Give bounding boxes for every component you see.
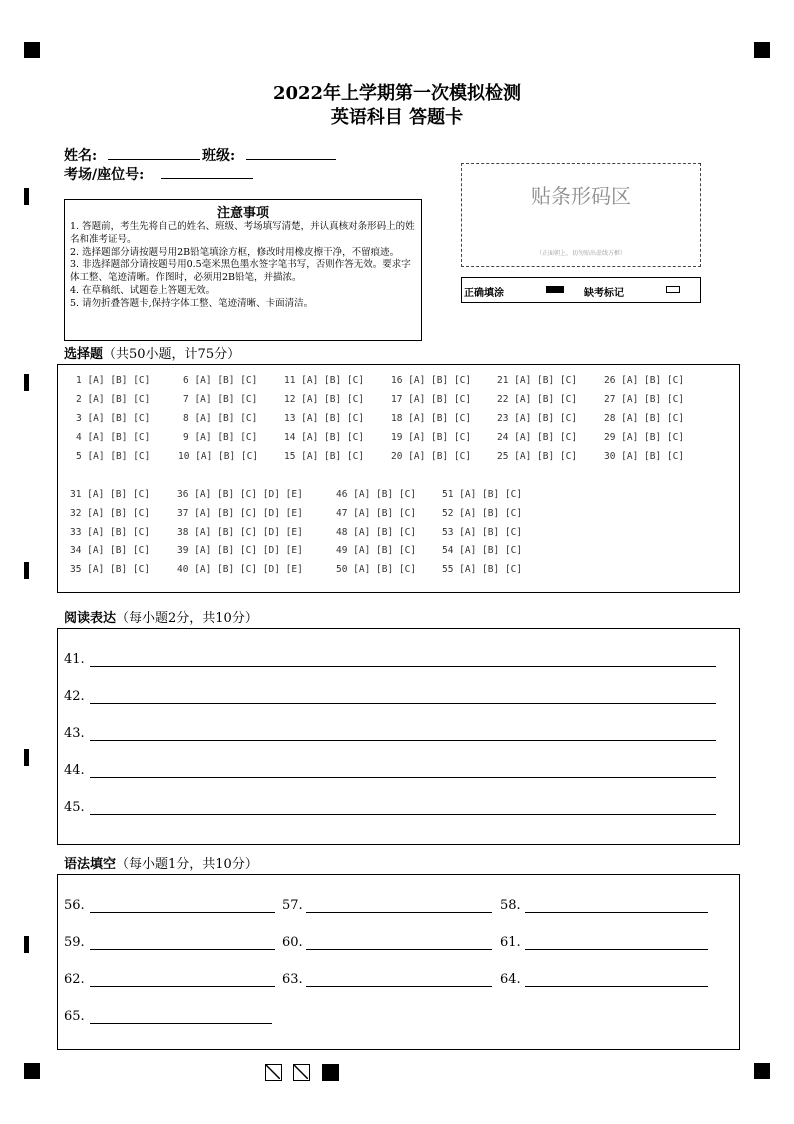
- correct-fill-sample: [546, 286, 564, 293]
- exam-title: 2022年上学期第一次模拟检测: [272, 83, 522, 104]
- notice-title: 注意事项: [216, 206, 269, 221]
- corner-mark-top-left: [24, 42, 40, 58]
- reading-qnum: 42.: [64, 689, 85, 704]
- notice-line: 5. 请勿折叠答题卡,保持字体工整、笔迹清晰、卡面清洁。: [70, 297, 314, 309]
- choice-item[interactable]: 28 [A] [B] [C]: [604, 413, 685, 424]
- side-mark: [24, 188, 29, 205]
- grammar-answer-line[interactable]: [306, 912, 492, 913]
- choice-item[interactable]: 51 [A] [B] [C]: [442, 489, 523, 500]
- barcode-title: 贴条形码区: [531, 184, 631, 208]
- choice-section-title: [64, 343, 240, 362]
- notice-line: 3. 非选择题部分请按题号用0.5毫米黑色墨水签字笔书写，否则作答无效。要求字体工整、笔迹清晰。作图时，必须用2B铅笔，并描浓。: [70, 259, 411, 284]
- choice-item[interactable]: 53 [A] [B] [C]: [442, 527, 523, 538]
- grammar-qnum: 58.: [500, 898, 521, 913]
- grammar-qnum: 65.: [64, 1009, 85, 1024]
- reading-box: [57, 628, 740, 845]
- grammar-answer-line[interactable]: [90, 1023, 272, 1024]
- side-mark: [24, 562, 29, 579]
- choice-item[interactable]: 25 [A] [B] [C]: [497, 451, 578, 462]
- reading-answer-line[interactable]: [90, 814, 716, 815]
- slashed-square-mark: [265, 1064, 282, 1081]
- grammar-note: （每小题1分，共10分）: [116, 857, 258, 872]
- choice-item[interactable]: 29 [A] [B] [C]: [604, 432, 685, 443]
- absent-checkbox[interactable]: [666, 286, 680, 293]
- choice-item[interactable]: 26 [A] [B] [C]: [604, 375, 685, 386]
- notice-box: [64, 199, 422, 341]
- choice-item[interactable]: 37 [A] [B] [C] [D] [E]: [177, 508, 303, 519]
- barcode-subtitle: （正面朝上，切勿贴出虚线方框）: [535, 250, 626, 257]
- choice-item[interactable]: 14 [A] [B] [C]: [284, 432, 365, 443]
- notice-line: 4. 在草稿纸、试题卷上答题无效。: [70, 284, 216, 296]
- choice-item[interactable]: 21 [A] [B] [C]: [497, 375, 578, 386]
- choice-item[interactable]: 40 [A] [B] [C] [D] [E]: [177, 564, 303, 575]
- choice-item[interactable]: 24 [A] [B] [C]: [497, 432, 578, 443]
- correct-fill-label: 正确填涂: [464, 288, 504, 299]
- choice-item[interactable]: 30 [A] [B] [C]: [604, 451, 685, 462]
- choice-item[interactable]: 12 [A] [B] [C]: [284, 394, 365, 405]
- corner-mark-top-right: [754, 42, 770, 58]
- grammar-qnum: 63.: [282, 972, 303, 987]
- reading-qnum: 43.: [64, 726, 85, 741]
- sheet-title: 英语科目 答题卡: [330, 107, 464, 128]
- choice-item[interactable]: 36 [A] [B] [C] [D] [E]: [177, 489, 303, 500]
- choice-item[interactable]: 1 [A] [B] [C]: [76, 375, 151, 386]
- grammar-answer-line[interactable]: [306, 986, 492, 987]
- grammar-qnum: 64.: [500, 972, 521, 987]
- slashed-square-mark: [293, 1064, 310, 1081]
- side-mark: [24, 749, 29, 766]
- grammar-answer-line[interactable]: [90, 986, 275, 987]
- room-seat-label: 考场/座位号:: [64, 167, 145, 183]
- barcode-area: [461, 163, 701, 267]
- choice-item[interactable]: 19 [A] [B] [C]: [391, 432, 472, 443]
- reading-answer-line[interactable]: [90, 740, 716, 741]
- notice-line: 1. 答题前，考生先将自己的姓名、班级、考场填写清楚，并认真核对条形码上的姓名和准考证号。: [70, 221, 415, 245]
- grammar-qnum: 56.: [64, 898, 85, 913]
- reading-title: 阅读表达: [64, 611, 117, 626]
- choice-item[interactable]: 11 [A] [B] [C]: [284, 375, 365, 386]
- choice-item[interactable]: 55 [A] [B] [C]: [442, 564, 523, 575]
- choice-item[interactable]: 31 [A] [B] [C]: [70, 489, 151, 500]
- choice-item[interactable]: 16 [A] [B] [C]: [391, 375, 472, 386]
- reading-qnum: 44.: [64, 763, 85, 778]
- room-seat-field[interactable]: [161, 178, 253, 179]
- reading-answer-line[interactable]: [90, 777, 716, 778]
- grammar-answer-line[interactable]: [90, 949, 275, 950]
- corner-mark-bottom-left: [24, 1063, 40, 1079]
- choice-title: 选择题: [64, 347, 104, 362]
- choice-item[interactable]: 35 [A] [B] [C]: [70, 564, 151, 575]
- name-field[interactable]: [108, 159, 200, 160]
- reading-qnum: 41.: [64, 652, 85, 667]
- choice-item[interactable]: 18 [A] [B] [C]: [391, 413, 472, 424]
- choice-item[interactable]: 54 [A] [B] [C]: [442, 545, 523, 556]
- choice-item[interactable]: 15 [A] [B] [C]: [284, 451, 365, 462]
- choice-item[interactable]: 13 [A] [B] [C]: [284, 413, 365, 424]
- grammar-answer-line[interactable]: [525, 986, 708, 987]
- filled-square-mark: [322, 1064, 339, 1081]
- notice-line: 2. 选择题部分请按题号用2B铅笔填涂方框，修改时用橡皮擦干净，不留痕迹。: [70, 246, 400, 258]
- grammar-qnum: 59.: [64, 935, 85, 950]
- grammar-answer-line[interactable]: [525, 912, 708, 913]
- choice-item[interactable]: 46 [A] [B] [C]: [336, 489, 417, 500]
- reading-answer-line[interactable]: [90, 703, 716, 704]
- choice-item[interactable]: 20 [A] [B] [C]: [391, 451, 472, 462]
- choice-note: （共50小题，计75分）: [103, 347, 241, 362]
- choice-item[interactable]: 49 [A] [B] [C]: [336, 545, 417, 556]
- reading-note: （每小题2分，共10分）: [116, 611, 258, 626]
- choice-item[interactable]: 9 [A] [B] [C]: [183, 432, 258, 443]
- grammar-answer-line[interactable]: [306, 949, 492, 950]
- choice-item[interactable]: 7 [A] [B] [C]: [183, 394, 258, 405]
- grammar-qnum: 62.: [64, 972, 85, 987]
- choice-item[interactable]: 2 [A] [B] [C]: [76, 394, 151, 405]
- choice-item[interactable]: 10 [A] [B] [C]: [178, 451, 259, 462]
- choice-item[interactable]: 47 [A] [B] [C]: [336, 508, 417, 519]
- choice-item[interactable]: 38 [A] [B] [C] [D] [E]: [177, 527, 303, 538]
- grammar-title: 语法填空: [64, 857, 117, 872]
- choice-item[interactable]: 6 [A] [B] [C]: [183, 375, 258, 386]
- reading-section-title: [64, 607, 258, 626]
- grammar-answer-line[interactable]: [525, 949, 708, 950]
- class-label: 班级:: [202, 148, 236, 164]
- choice-item[interactable]: 4 [A] [B] [C]: [76, 432, 151, 443]
- choice-item[interactable]: 8 [A] [B] [C]: [183, 413, 258, 424]
- choice-item[interactable]: 22 [A] [B] [C]: [497, 394, 578, 405]
- choice-item[interactable]: 48 [A] [B] [C]: [336, 527, 417, 538]
- class-field[interactable]: [246, 159, 336, 160]
- choice-item[interactable]: 17 [A] [B] [C]: [391, 394, 472, 405]
- choice-item[interactable]: 50 [A] [B] [C]: [336, 564, 417, 575]
- corner-mark-bottom-right: [754, 1063, 770, 1079]
- grammar-qnum: 57.: [282, 898, 303, 913]
- name-label: 姓名:: [64, 148, 98, 164]
- side-mark: [24, 374, 29, 391]
- absent-label: 缺考标记: [584, 288, 624, 299]
- choice-item[interactable]: 3 [A] [B] [C]: [76, 413, 151, 424]
- reading-answer-line[interactable]: [90, 666, 716, 667]
- choice-item[interactable]: 27 [A] [B] [C]: [604, 394, 685, 405]
- choice-item[interactable]: 23 [A] [B] [C]: [497, 413, 578, 424]
- grammar-qnum: 60.: [282, 935, 303, 950]
- choice-item[interactable]: 34 [A] [B] [C]: [70, 545, 151, 556]
- choice-item[interactable]: 39 [A] [B] [C] [D] [E]: [177, 545, 303, 556]
- side-mark: [24, 936, 29, 953]
- reading-qnum: 45.: [64, 800, 85, 815]
- grammar-qnum: 61.: [500, 935, 521, 950]
- choice-item[interactable]: 5 [A] [B] [C]: [76, 451, 151, 462]
- choice-item[interactable]: 32 [A] [B] [C]: [70, 508, 151, 519]
- grammar-answer-line[interactable]: [90, 912, 275, 913]
- choice-item[interactable]: 52 [A] [B] [C]: [442, 508, 523, 519]
- grammar-section-title: [64, 853, 258, 872]
- choice-item[interactable]: 33 [A] [B] [C]: [70, 527, 151, 538]
- fill-legend: [461, 277, 701, 303]
